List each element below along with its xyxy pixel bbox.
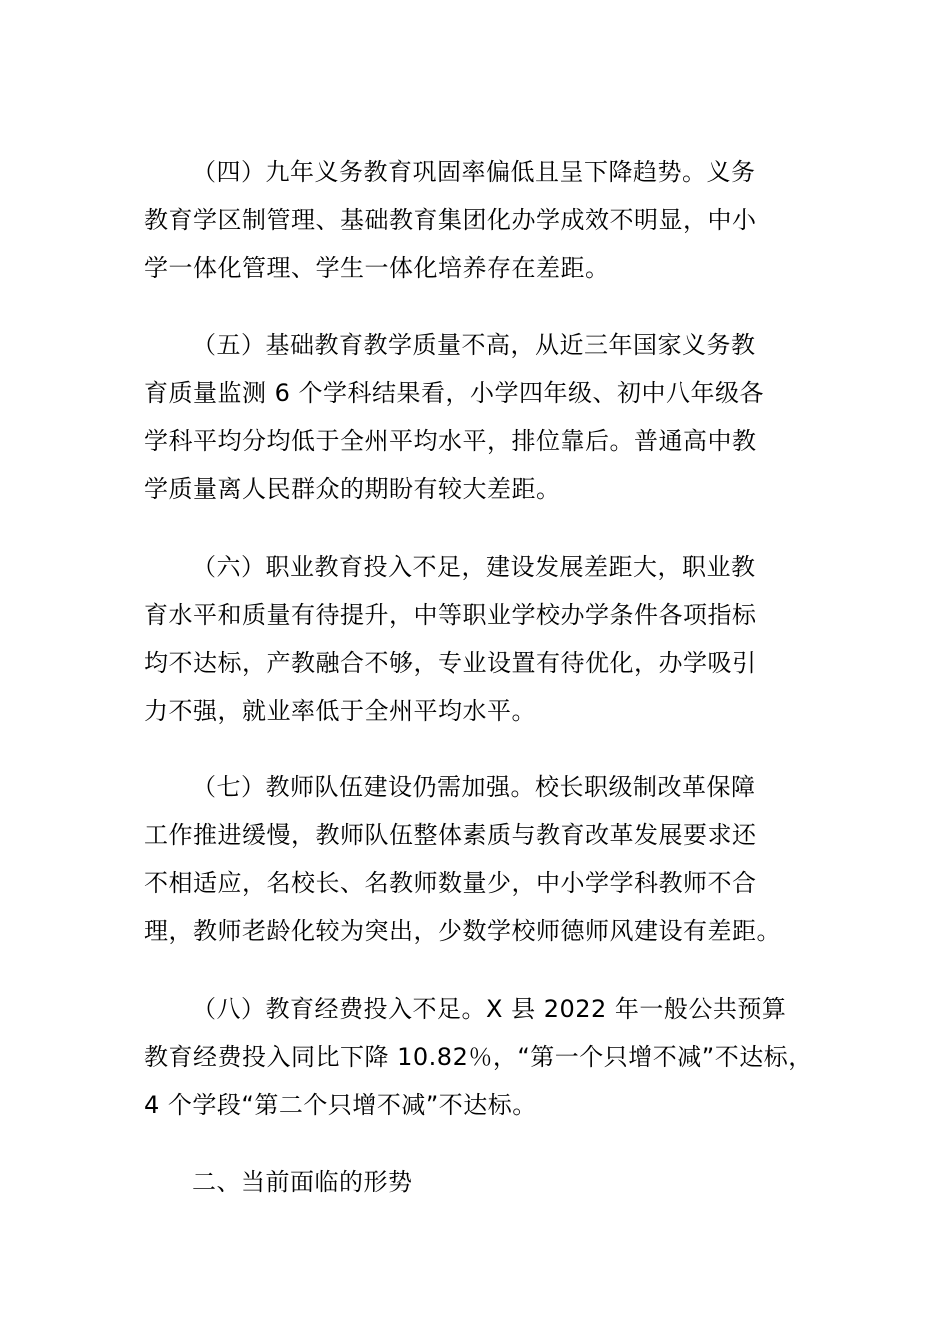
paragraph-line: 均不达标，产教融合不够，专业设置有待优化，办学吸引	[144, 649, 757, 677]
paragraph-6-vocational-education	[144, 543, 844, 735]
paragraph-5-teaching-quality	[144, 321, 844, 513]
paragraph-8-education-funding	[144, 985, 844, 1129]
section-heading: 二、当前面临的形势	[192, 1168, 413, 1196]
paragraph-4-consolidation-rate	[144, 148, 844, 292]
paragraph-line: 育水平和质量有待提升，中等职业学校办学条件各项指标	[144, 601, 757, 629]
paragraph-line: 学科平均分均低于全州平均水平，排位靠后。普通高中教	[144, 427, 757, 455]
paragraph-line: 工作推进缓慢，教师队伍整体素质与教育改革发展要求还	[144, 821, 757, 849]
paragraph-line: 学一体化管理、学生一体化培养存在差距。	[144, 254, 610, 282]
paragraph-line: （八）教育经费投入不足。X 县 2022 年一般公共预算	[192, 995, 787, 1023]
paragraph-7-teacher-workforce	[144, 763, 844, 955]
paragraph-line: 教育经费投入同比下降 10.82％，“第一个只增不减”不达标，	[144, 1043, 813, 1071]
paragraph-line: 4 个学段“第二个只增不减”不达标。	[144, 1091, 537, 1119]
paragraph-line: （七）教师队伍建设仍需加强。校长职级制改革保障	[192, 773, 756, 801]
paragraph-line: 不相适应，名校长、名教师数量少，中小学学科教师不合	[144, 869, 757, 897]
paragraph-line: 理，教师老龄化较为突出，少数学校师德师风建设有差距。	[144, 917, 781, 945]
paragraph-line: （四）九年义务教育巩固率偏低且呈下降趋势。义务	[192, 158, 756, 186]
paragraph-line: 育质量监测 6 个学科结果看，小学四年级、初中八年级各	[144, 379, 765, 407]
paragraph-line: 力不强，就业率低于全州平均水平。	[144, 697, 536, 725]
paragraph-line: 教育学区制管理、基础教育集团化办学成效不明显，中小	[144, 206, 757, 234]
paragraph-line: 学质量离人民群众的期盼有较大差距。	[144, 475, 561, 503]
paragraph-line: （六）职业教育投入不足，建设发展差距大，职业教	[192, 553, 756, 581]
paragraph-line: （五）基础教育教学质量不高，从近三年国家义务教	[192, 331, 756, 359]
